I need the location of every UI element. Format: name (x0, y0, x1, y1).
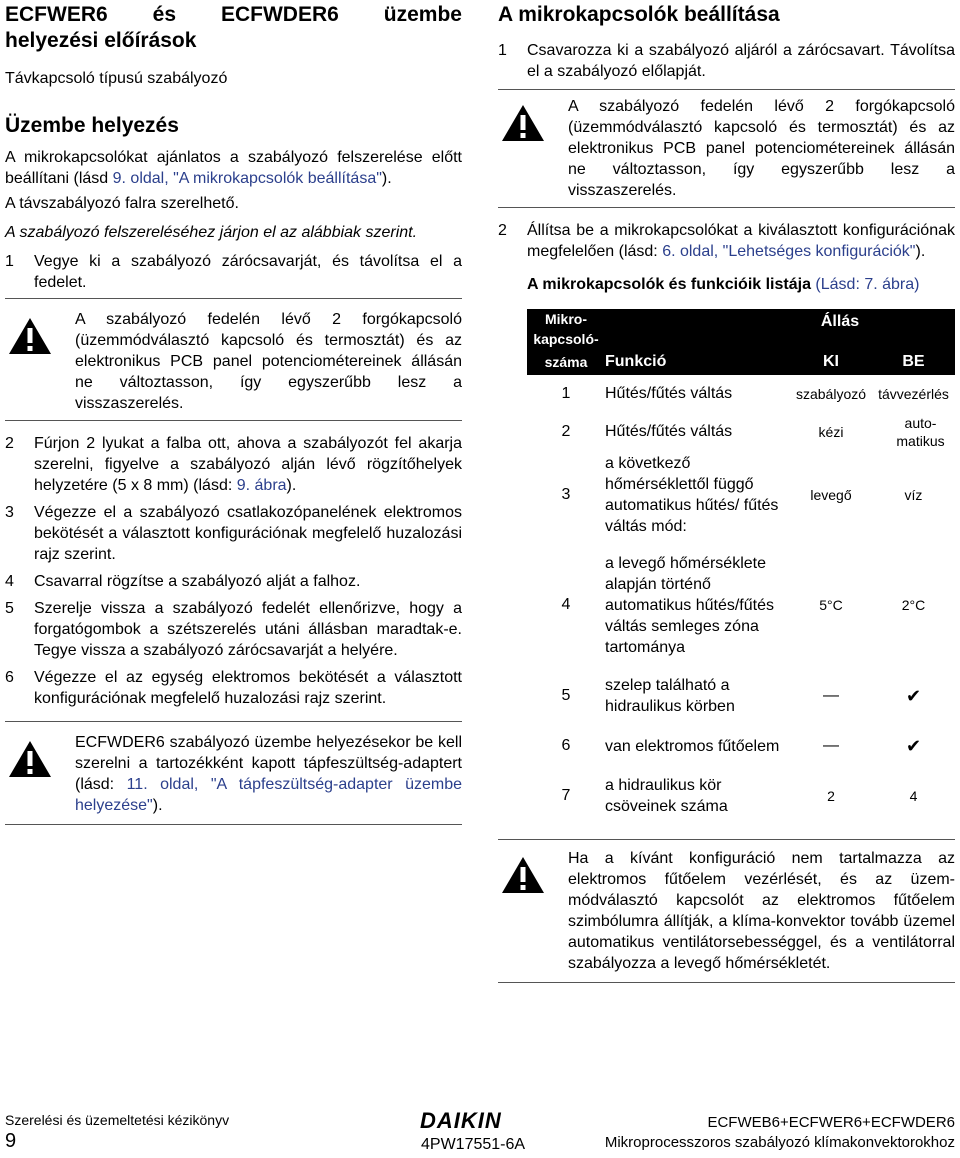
right-step-2: 2 Állítsa be a mikrokapcsolókat a kiválasztott konfigurációnak megfelelően (lásd: 6. oldal, "Lehetséges konfigurációk"). (498, 222, 955, 260)
warning-box-2: ECFWDER6 szabályozó üzembe helyezésekor be kell szerelni a tartozékként kapott tápfeszültség-adaptert (lásd: 11. oldal, "A tápfeszültség-adapter üzembe helyezése"). (5, 721, 462, 825)
table-row: 5 szelep található a hidraulikus körben — ✔ (561, 677, 922, 715)
configurations-link[interactable]: 6. oldal, "Lehetséges konfigurációk" (662, 243, 916, 260)
function-table: Mikro- kapcsoló- Állás száma Funkció KI BE 1 Hűtés/fűtés váltás szabályozó távvezérlés 2 Hűtés/fűtés váltás kézi auto-matikus 3 a következő hőmérséklettől függő automatikus hűtés/ fűtés váltás mód: levegő víz 4 a levegő hőmérséklete alapján történő automatikus hűtés/fűtés váltás semleges zóna tartománya 5°C 2°C 5 szelep található a hidraulikus körben — ✔ 6 van elektromos fűtőelem — ✔ 7 a hidraulikus kör csöveinek száma 2 4 (527, 309, 955, 821)
function-table-wrap (527, 309, 955, 821)
right-warning-box-2: Ha a kívánt konfiguráció nem tartalmazza az elektromos fűtőelem vezérlését, és az üzem-módválasztó kapcsolót az elektromos fűtőelem szimbólumra állítják, a klíma-konvektor tovább üzemel automatikus ventilátorsebességgel, és a ventilátorral szabályozza a levegő hőmérsékletét. (498, 839, 955, 983)
warning-box-1: A szabályozó fedelén lévő 2 forgókapcsoló (üzemmódválasztó kapcsoló és termosztát) és az elektronikus PCB panel potenciométereinek állásán ne változtasson, így egyszerűbb lesz a visszaszerelés. (5, 298, 462, 421)
daikin-logo: DAIKIN (420, 1108, 502, 1133)
microswitch-heading: A mikrokapcsolók beállítása (498, 3, 780, 26)
step-4: 4 Csavarral rögzítse a szabályozó alját a falhoz. (5, 573, 361, 590)
figure-7-link[interactable]: (Lásd: 7. ábra) (815, 276, 920, 293)
adapter-link[interactable]: 11. oldal, "A tápfeszültség-adapter üzembe helyezése" (75, 776, 462, 814)
page-title: ECFWER6 és ECFWDER6 üzembe helyezési előírások (5, 3, 462, 52)
function-list-title: A mikrokapcsolók és funkcióik listája (Lásd: 7. ábra) (527, 276, 920, 293)
step-3: 3 Végezze el a szabályozó csatlakozópanelének elektromos bekötését a választott konfigurációnak megfelelő huzalozási rajz szerint. (5, 504, 462, 563)
page-subtitle: Távkapcsoló típusú szabályozó (5, 70, 228, 87)
table-row: 2 Hűtés/fűtés váltás kézi auto-matikus (561, 415, 945, 449)
figure-9-link[interactable]: 9. ábra (236, 477, 287, 494)
table-row: 7 a hidraulikus kör csöveinek száma 2 4 (561, 777, 918, 815)
model-list: ECFWEB6+ECFWER6+ECFWDER6 (707, 1114, 955, 1131)
warning-icon (5, 732, 75, 816)
steps-list (5, 433, 462, 709)
instructions-intro: A szabályozó felszereléséhez járjon el az alábbiak szerint. (5, 224, 418, 241)
step-2: 2 Fúrjon 2 lyukat a falba ott, ahova a szabályozót fel akarja szerelni, figyelve a szabályozó alján lévő rögzítőhelyek helyzetére (5 x 8 mm) (lásd: 9. ábra). (5, 435, 462, 494)
right-step-1: 1 Csavarozza ki a szabályozó aljáról a zárócsavart. Távolítsa el a szabályozó előlapját. (498, 42, 955, 80)
wall-mount-text: A távszabályozó falra szerelhető. (5, 195, 239, 212)
intro-link[interactable]: 9. oldal, "A mikrokapcsolók beállítása" (112, 170, 382, 187)
manual-title: Szerelési és üzemeltetési kézikönyv (5, 1112, 230, 1128)
step-5: 5 Szerelje vissza a szabályozó fedelét ellenőrizve, hogy a forgatógombok a szétszerelés utáni állásban maradtak-e. Tegye vissza a szabályozó zárócsavarját a helyére. (5, 600, 462, 659)
warning-icon (498, 96, 568, 201)
table-row: 1 Hűtés/fűtés váltás szabályozó távvezérlés (561, 385, 949, 402)
table-row: 4 a levegő hőmérséklete alapján történő automatikus hűtés/fűtés váltás semleges zóna tartománya 5°C 2°C (561, 554, 926, 656)
intro-paragraph: A mikrokapcsolókat ajánlatos a szabályozó felszerelése előtt beállítani (lásd 9. oldal, "A mikrokapcsolók beállítása"). (5, 149, 462, 187)
warning-icon (498, 848, 568, 974)
table-row: 6 van elektromos fűtőelem — ✔ (561, 735, 922, 756)
warning-icon (5, 309, 75, 414)
product-description: Mikroprocesszoros szabályozó klímakonvektorokhoz (604, 1134, 955, 1151)
page-number: 9 (5, 1130, 17, 1152)
right-column (498, 2, 955, 983)
right-warning-box-1: A szabályozó fedelén lévő 2 forgókapcsoló (üzemmódválasztó kapcsoló és termosztát) és az elektronikus PCB panel potenciométereinek állásán ne változtasson, így egyszerűbb lesz a visszaszerelés. (498, 89, 955, 208)
section-heading: Üzembe helyezés (5, 114, 179, 137)
step-6: 6 Végezze el az egység elektromos bekötését a választott konfigurációnak megfelelő huzalozási rajz szerint. (5, 669, 462, 707)
page-footer (5, 1108, 955, 1156)
document-code: 4PW17551-6A (421, 1136, 526, 1153)
table-row: 3 a következő hőmérséklettől függő automatikus hűtés/ fűtés váltás mód: levegő víz (561, 455, 923, 535)
step-1: 1 Vegye ki a szabályozó zárócsavarját, és távolítsa el a fedelet. (5, 253, 462, 291)
left-column (5, 2, 462, 825)
